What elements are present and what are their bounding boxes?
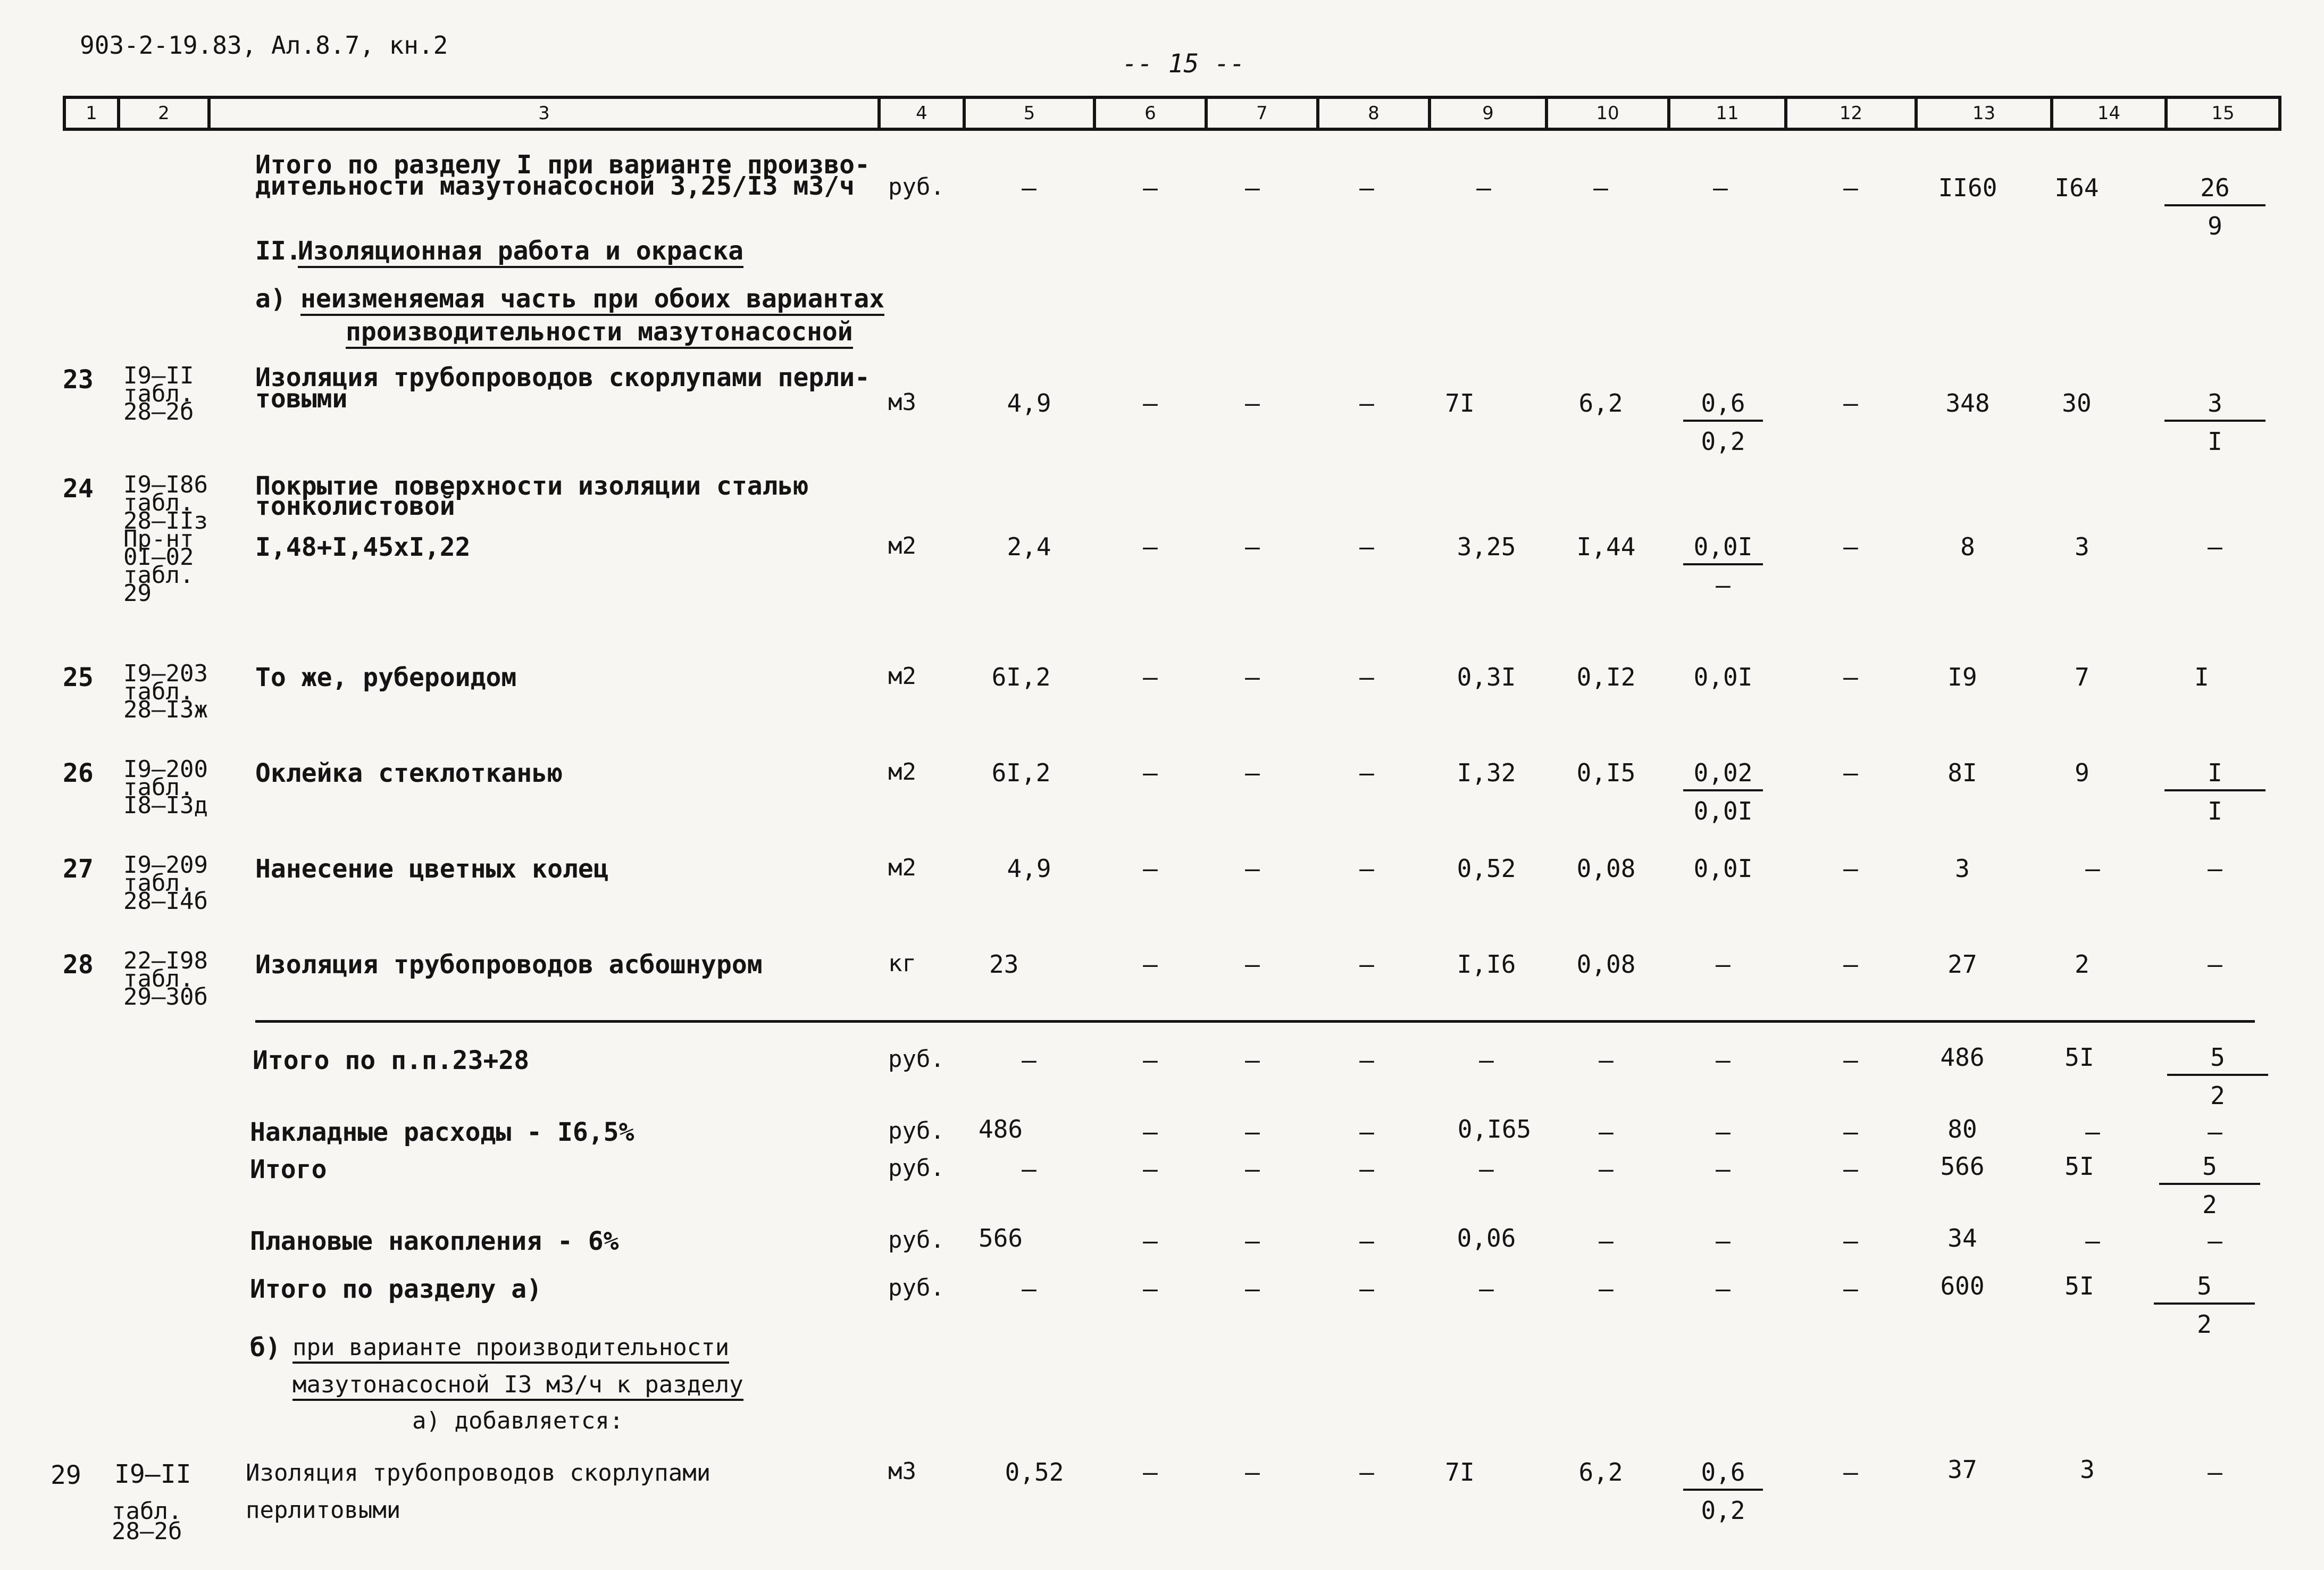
fraction-bottom: 2 xyxy=(2210,1081,2225,1110)
col-header-7: 7 xyxy=(1256,103,1268,124)
cell-c11: – xyxy=(1716,1274,1731,1303)
cell-c8: – xyxy=(1359,1458,1374,1487)
cell-c7: – xyxy=(1245,1458,1260,1487)
row-name: Плановые накопления - 6% xyxy=(250,1226,619,1256)
cell-c8: – xyxy=(1359,1046,1374,1074)
cell-c11: – xyxy=(1716,950,1731,979)
cell-c9: 0,3I xyxy=(1457,663,1516,691)
fraction-bottom: 0,2 xyxy=(1701,1496,1745,1525)
cell-c10: – xyxy=(1599,1155,1614,1183)
cell-c10: – xyxy=(1593,173,1608,202)
cell-c5: 2,4 xyxy=(1007,532,1051,561)
cell-c11-fraction xyxy=(1683,391,1763,454)
col-header-15: 15 xyxy=(2211,103,2235,124)
cell-c7: – xyxy=(1245,854,1260,883)
cell-c9: I,I6 xyxy=(1457,950,1516,979)
cell-c7: – xyxy=(1245,1226,1260,1255)
fraction-bottom: I xyxy=(2208,797,2222,825)
cell-c13: 348 xyxy=(1945,389,1990,417)
cell-c6: – xyxy=(1143,854,1158,883)
cell-c13: I9 xyxy=(1947,663,1977,691)
cell-c11: – xyxy=(1716,1226,1731,1255)
fraction-top: 0,6 xyxy=(1683,391,1763,422)
row-name: Итого по п.п.23+28 xyxy=(253,1046,530,1075)
row-unit: м3 xyxy=(888,1458,916,1485)
row-reference: I9–I86 табл. 28–IIз Пр-нт 0I–02 табл. 29 xyxy=(123,471,208,607)
cell-c12: – xyxy=(1843,758,1858,787)
subsection-line-3: а) добавляется: xyxy=(412,1407,624,1434)
cell-c7: – xyxy=(1245,1046,1260,1074)
row-reference: I9–II xyxy=(114,1459,191,1489)
cell-c10: 0,I2 xyxy=(1576,663,1636,691)
section-number: II. xyxy=(255,236,302,266)
cell-c12: – xyxy=(1843,1274,1858,1303)
cell-c11: – xyxy=(1716,1046,1731,1074)
row-name: Изоляция трубопроводов скорлупами xyxy=(246,1459,711,1487)
cell-c15-fraction xyxy=(2159,1154,2260,1217)
row-name: Изоляция трубопроводов асбошнуром xyxy=(255,950,763,980)
totals-separator xyxy=(255,1020,2255,1023)
cell-c6: – xyxy=(1143,758,1158,787)
document-code: 903-2-19.83, Ал.8.7, кн.2 xyxy=(80,31,448,60)
subsection-line-2: мазутонасосной I3 м3/ч к разделу xyxy=(292,1373,743,1401)
cell-c15-fraction xyxy=(2164,391,2266,454)
row-unit: руб. xyxy=(888,1274,944,1301)
fraction-bottom: 2 xyxy=(2202,1190,2217,1219)
cell-c9: 0,I65 xyxy=(1457,1115,1532,1143)
cell-c14: – xyxy=(2085,1226,2100,1255)
col-header-5: 5 xyxy=(1023,103,1035,124)
cell-c12: – xyxy=(1843,854,1858,883)
cell-c8: – xyxy=(1359,1226,1374,1255)
row-reference: I9–II табл. 28–2б xyxy=(123,362,194,425)
row-name: Покрытие поверхности изоляции сталью тонколистовой xyxy=(255,471,809,521)
row-name: Нанесение цветных колец xyxy=(255,854,609,884)
fraction-top: 5 xyxy=(2167,1045,2268,1076)
row-number: 26 xyxy=(63,758,94,788)
cell-c7: – xyxy=(1245,950,1260,979)
cell-c6: – xyxy=(1143,1274,1158,1303)
cell-c6: – xyxy=(1143,1117,1158,1146)
cell-c9: 0,52 xyxy=(1457,854,1516,883)
cell-c6: – xyxy=(1143,950,1158,979)
cell-c7: – xyxy=(1245,173,1260,202)
cell-c15-fraction xyxy=(2167,1045,2268,1108)
row-unit: м2 xyxy=(888,854,916,881)
cell-c5: – xyxy=(1022,1274,1036,1303)
row-unit: м2 xyxy=(888,532,916,559)
cell-c8: – xyxy=(1359,532,1374,561)
col-header-14: 14 xyxy=(2097,103,2121,124)
cell-c11: – xyxy=(1716,1155,1731,1183)
subsection-label: б) xyxy=(250,1333,281,1363)
cell-c8: – xyxy=(1359,1274,1374,1303)
row-reference: 28–2б xyxy=(112,1518,182,1545)
col-header-4: 4 xyxy=(916,103,927,124)
row-unit: м2 xyxy=(888,663,916,690)
row-number: 29 xyxy=(51,1460,81,1490)
cell-c14: – xyxy=(2085,1117,2100,1146)
col-header-9: 9 xyxy=(1482,103,1494,124)
row-reference: I9–203 табл. 28–I3ж xyxy=(123,660,208,723)
col-header-11: 11 xyxy=(1716,103,1739,124)
cell-c13: 37 xyxy=(1947,1455,1977,1484)
col-header-6: 6 xyxy=(1144,103,1156,124)
cell-c13: 8I xyxy=(1947,758,1977,787)
cell-c8: – xyxy=(1359,1155,1374,1183)
cell-c13: II60 xyxy=(1938,173,1997,202)
cell-c10: – xyxy=(1599,1226,1614,1255)
cell-c5: – xyxy=(1022,1155,1036,1183)
row-unit: руб. xyxy=(888,1046,944,1073)
row-name: Изоляция трубопроводов скорлупами перли- товыми xyxy=(255,363,870,414)
cell-c6: – xyxy=(1143,1458,1158,1487)
cell-c11: – xyxy=(1716,1117,1731,1146)
cell-c15: – xyxy=(2208,1226,2222,1255)
cell-c14: 7 xyxy=(2075,663,2089,691)
fraction-bottom: 9 xyxy=(2208,212,2222,240)
cell-c15-fraction xyxy=(2164,758,2266,825)
cell-c7: – xyxy=(1245,1274,1260,1303)
row-name: Итого по разделу а) xyxy=(250,1274,542,1304)
row-number: 27 xyxy=(63,854,94,884)
col-header-1: 1 xyxy=(86,103,97,124)
cell-c5: 566 xyxy=(979,1224,1023,1252)
row-reference: табл. xyxy=(112,1498,182,1525)
fraction-top: 0,02 xyxy=(1683,761,1763,791)
cell-c12: – xyxy=(1843,532,1858,561)
cell-c10: 0,08 xyxy=(1576,950,1636,979)
cell-c12: – xyxy=(1843,1226,1858,1255)
cell-c14: 5I xyxy=(2064,1272,2094,1300)
cell-c5: 6I,2 xyxy=(991,663,1051,691)
page-number: -- 15 -- xyxy=(1122,49,1245,79)
row-reference: 22–I98 табл. 29–30б xyxy=(123,947,208,1011)
fraction-top: 0,0I xyxy=(1683,535,1763,565)
cell-c14: 2 xyxy=(2075,950,2089,979)
row-name: Итого xyxy=(250,1155,327,1184)
cell-c8: – xyxy=(1359,950,1374,979)
cell-c12: – xyxy=(1843,950,1858,979)
cell-c9: 3,25 xyxy=(1457,532,1516,561)
cell-c7: – xyxy=(1245,663,1260,691)
cell-c12: – xyxy=(1843,663,1858,691)
col-header-8: 8 xyxy=(1368,103,1380,124)
cell-c14: I64 xyxy=(2054,173,2099,202)
subsection-line-1: неизменяемая часть при обоих вариантах xyxy=(300,286,884,316)
cell-c8: – xyxy=(1359,1117,1374,1146)
cell-c14: 5I xyxy=(2064,1043,2094,1072)
cell-c15: – xyxy=(2208,1117,2222,1146)
cell-c5: 23 xyxy=(989,950,1019,979)
cell-c9: 7I xyxy=(1445,1458,1475,1487)
col-header-3: 3 xyxy=(538,103,550,124)
col-header-12: 12 xyxy=(1839,103,1863,124)
cell-c13: 27 xyxy=(1947,950,1977,979)
cell-c10: 0,I5 xyxy=(1576,758,1636,787)
cell-c9: 7I xyxy=(1445,389,1475,417)
cell-c15-fraction xyxy=(2164,173,2266,240)
cell-c8: – xyxy=(1359,389,1374,417)
cell-c11-fraction xyxy=(1683,1460,1763,1523)
cell-c9: 0,06 xyxy=(1457,1224,1516,1252)
cell-c6: – xyxy=(1143,389,1158,417)
cell-c5: 6I,2 xyxy=(991,758,1051,787)
cell-c7: – xyxy=(1245,758,1260,787)
cell-c7: – xyxy=(1245,1117,1260,1146)
cell-c14: – xyxy=(2085,854,2100,883)
cell-c5: 4,9 xyxy=(1007,854,1051,883)
cell-c13: 8 xyxy=(1960,532,1975,561)
row-name: Итого по разделу I при варианте произво- дительности мазутонасосной 3,25/I3 м3/ч xyxy=(255,150,870,201)
row-unit: м2 xyxy=(888,758,916,786)
cell-c10: – xyxy=(1599,1274,1614,1303)
row-name: перлитовыми xyxy=(246,1497,401,1524)
cell-c12: – xyxy=(1843,1155,1858,1183)
cell-c12: – xyxy=(1843,1458,1858,1487)
cell-c12: – xyxy=(1843,1117,1858,1146)
cell-c11-fraction xyxy=(1683,758,1763,825)
row-number: 28 xyxy=(63,950,94,980)
row-unit: руб. xyxy=(888,173,944,201)
cell-c9: – xyxy=(1479,1046,1494,1074)
cell-c9: – xyxy=(1479,1274,1494,1303)
cell-c15: – xyxy=(2208,532,2222,561)
fraction-top: 3 xyxy=(2164,391,2266,422)
cell-c14: 3 xyxy=(2075,532,2089,561)
cell-c8: – xyxy=(1359,758,1374,787)
row-unit: руб. xyxy=(888,1155,944,1182)
row-unit: руб. xyxy=(888,1226,944,1254)
row-unit: м3 xyxy=(888,389,916,416)
cell-c8: – xyxy=(1359,854,1374,883)
cell-c13: 486 xyxy=(1940,1043,1985,1072)
fraction-bottom: I xyxy=(2208,427,2222,456)
cell-c6: – xyxy=(1143,1226,1158,1255)
cell-c5: 486 xyxy=(979,1115,1023,1143)
cell-c11: 0,0I xyxy=(1693,854,1753,883)
cell-c15-fraction xyxy=(2154,1274,2255,1337)
subsection-label: а) xyxy=(255,284,286,314)
subsection-line-1: при варианте производительности xyxy=(292,1336,729,1364)
row-unit: кг xyxy=(888,950,916,977)
cell-c15: – xyxy=(2208,854,2222,883)
cell-c9: – xyxy=(1479,1155,1494,1183)
cell-c11-fraction xyxy=(1683,532,1763,599)
cell-c12: – xyxy=(1843,389,1858,417)
row-number: 25 xyxy=(63,663,94,692)
fraction-top: 5 xyxy=(2154,1274,2255,1305)
subsection-line-2: производительности мазутонасосной xyxy=(346,319,853,349)
cell-c14: 5I xyxy=(2064,1152,2094,1181)
cell-c7: – xyxy=(1245,389,1260,417)
row-unit: руб. xyxy=(888,1117,944,1145)
fraction-bottom: – xyxy=(1716,571,1731,599)
cell-c5: – xyxy=(1022,1046,1036,1074)
row-number: 24 xyxy=(63,474,94,504)
cell-c7: – xyxy=(1245,532,1260,561)
cell-c6: – xyxy=(1143,532,1158,561)
cell-c10: I,44 xyxy=(1576,532,1636,561)
cell-c10: – xyxy=(1599,1117,1614,1146)
cell-c5: 0,52 xyxy=(1005,1458,1064,1487)
cell-c10: 6,2 xyxy=(1578,1458,1623,1487)
fraction-bottom: 0,2 xyxy=(1701,427,1745,456)
cell-c13: 34 xyxy=(1947,1224,1977,1252)
cell-c11: 0,0I xyxy=(1693,663,1753,691)
cell-c14: 3 xyxy=(2080,1455,2095,1484)
row-number: 23 xyxy=(63,365,94,395)
cell-c9: – xyxy=(1476,173,1491,202)
cell-c8: – xyxy=(1359,663,1374,691)
cell-c12: – xyxy=(1843,1046,1858,1074)
row-name: Оклейка стеклотканью xyxy=(255,758,563,788)
fraction-top: I xyxy=(2164,761,2266,791)
cell-c8: – xyxy=(1359,173,1374,202)
cell-c10: – xyxy=(1599,1046,1614,1074)
cell-c10: 6,2 xyxy=(1578,389,1623,417)
row-formula: I,48+I,45хI,22 xyxy=(255,532,471,562)
cell-c13: 80 xyxy=(1947,1115,1977,1143)
row-name: Накладные расходы - I6,5% xyxy=(250,1117,634,1147)
cell-c13: 600 xyxy=(1940,1272,1985,1300)
cell-c15: I xyxy=(2194,663,2209,691)
cell-c6: – xyxy=(1143,663,1158,691)
cell-c12: – xyxy=(1843,173,1858,202)
cell-c9: I,32 xyxy=(1457,758,1516,787)
cell-c7: – xyxy=(1245,1155,1260,1183)
cell-c13: 3 xyxy=(1955,854,1970,883)
cell-c15: – xyxy=(2208,1458,2222,1487)
cell-c5: 4,9 xyxy=(1007,389,1051,417)
section-title: Изоляционная работа и окраска xyxy=(298,238,743,268)
col-header-10: 10 xyxy=(1596,103,1619,124)
fraction-top: 5 xyxy=(2159,1154,2260,1185)
cell-c14: 9 xyxy=(2075,758,2089,787)
cell-c6: – xyxy=(1143,1046,1158,1074)
cell-c15: – xyxy=(2208,950,2222,979)
row-reference: I9–209 табл. 28–I4б xyxy=(123,851,208,915)
cell-c6: – xyxy=(1143,173,1158,202)
col-header-2: 2 xyxy=(158,103,170,124)
cell-c5: – xyxy=(1022,173,1036,202)
cell-c14: 30 xyxy=(2062,389,2092,417)
cell-c6: – xyxy=(1143,1155,1158,1183)
cell-c10: 0,08 xyxy=(1576,854,1636,883)
row-name: То же, рубероидом xyxy=(255,663,517,692)
fraction-top: 26 xyxy=(2164,176,2266,206)
col-header-13: 13 xyxy=(1972,103,1996,124)
cell-c11: – xyxy=(1713,173,1728,202)
fraction-bottom: 0,0I xyxy=(1693,797,1753,825)
cell-c13: 566 xyxy=(1940,1152,1985,1181)
fraction-bottom: 2 xyxy=(2197,1310,2212,1339)
row-reference: I9–200 табл. I8–I3д xyxy=(123,756,208,819)
fraction-top: 0,6 xyxy=(1683,1460,1763,1491)
